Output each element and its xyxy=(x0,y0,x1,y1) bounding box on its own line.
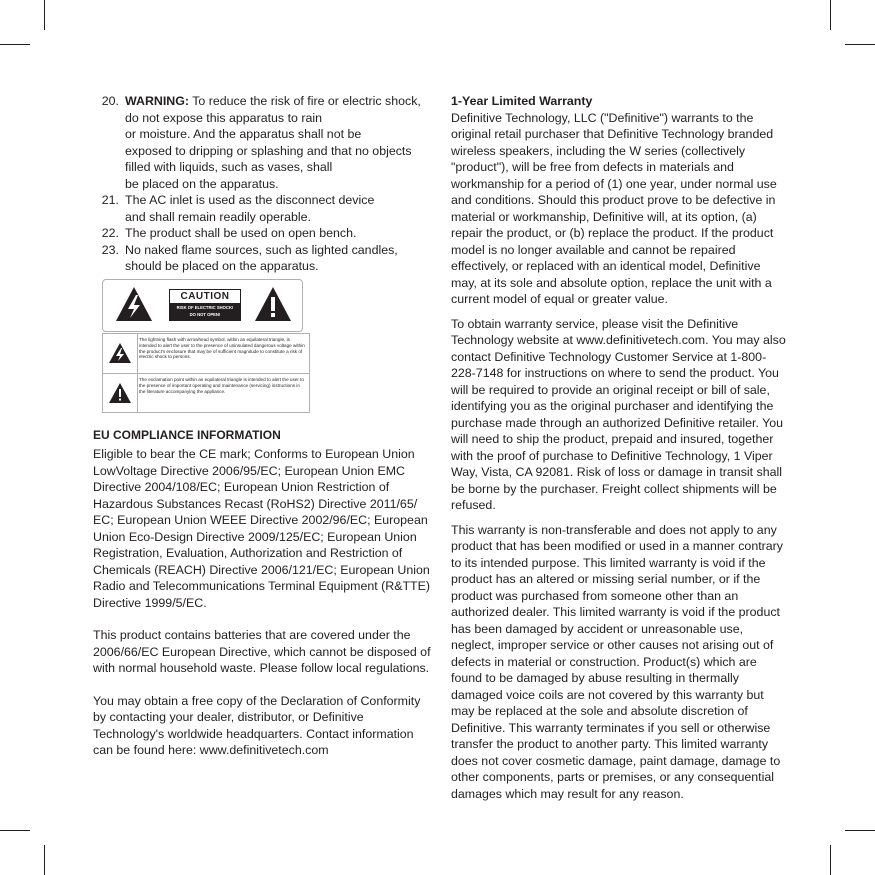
instruction-item xyxy=(93,225,433,242)
caution-title: CAUTION xyxy=(170,290,240,303)
warranty-section xyxy=(451,93,786,810)
caution-label xyxy=(102,279,303,332)
instruction-line: exposed to dripping or splashing and that no objects xyxy=(125,143,412,158)
legend-row-exclamation xyxy=(103,373,309,413)
instruction-line: should be placed on the apparatus. xyxy=(125,259,319,273)
instruction-text xyxy=(125,225,433,242)
batteries-paragraph: This product contains batteries that are covered under the 2006/66/EC European Directive, which cannot be disposed of with normal household waste. Please follow local regulations. xyxy=(93,628,431,675)
caution-subtitle xyxy=(170,303,240,320)
caution-line: DO NOT OPEN! xyxy=(189,312,221,317)
eu-compliance-paragraph: Eligible to bear the CE mark; Conforms to European Union LowVoltage Directive 2006/95/EC; European Union EMC Directive 2004/108/EC; European Union Restriction of Hazardous Substances Recast (RoHS2) Directive 2011/65/ EC; European Union WEEE Directive 2002/96/EC; European Union Eco-Design Directive 2009/125/EC; European Union Registration, Evaluation, Authorization and Restriction of Chemicals (REACH) Directive 2006/121/EC; European Union Radio and Telecommunications Terminal Equipment (R&TTE) Directive 1999/5/EC. xyxy=(93,447,430,610)
instruction-text xyxy=(125,192,433,225)
legend-text-lightning: The lightning flash with arrowhead symbol, within an equilateral triangle, is intended to alert the user to the presence of uninsulated dangerous voltage within the product's enclosure that may be of sufficient magnitude to constitute a risk of electric shock to persons. xyxy=(139,337,305,360)
crop-mark xyxy=(845,44,875,45)
instruction-line: The product shall be used on open bench. xyxy=(125,226,357,240)
crop-mark xyxy=(44,845,45,875)
instruction-item xyxy=(93,192,433,225)
eu-compliance-heading: EU COMPLIANCE INFORMATION xyxy=(93,428,281,442)
crop-mark xyxy=(845,830,875,831)
crop-mark xyxy=(44,0,45,30)
symbol-legend xyxy=(102,333,310,413)
instruction-text xyxy=(125,242,433,275)
instruction-number: 20. xyxy=(101,94,119,108)
declaration-paragraph: You may obtain a free copy of the Declaration of Conformity by contacting your dealer, distributor, or Definitive Technology's worldwide headquarters. Contact information can be found here: www.definitivetech.com xyxy=(93,693,421,757)
instruction-line: and shall remain readily operable. xyxy=(125,209,311,224)
instruction-line: be placed on the apparatus. xyxy=(125,176,279,191)
legend-text-exclamation: The exclamation point within an equilateral triangle is intended to alert the user to the presence of important operating and maintenance (servicing) instructions in the literature accompanying the appliance. xyxy=(139,377,304,394)
instruction-number: 21. xyxy=(101,193,119,207)
warning-label: WARNING: xyxy=(125,94,190,108)
safety-instructions xyxy=(93,93,433,275)
instruction-number: 23. xyxy=(101,242,119,257)
instruction-line: do not expose this apparatus to rain xyxy=(125,110,323,125)
instruction-line: or moisture. And the apparatus shall not be xyxy=(125,127,362,141)
crop-mark xyxy=(0,830,30,831)
crop-mark xyxy=(830,0,831,30)
instruction-line: filled with liquids, such as vases, shall xyxy=(125,160,333,174)
legend-icon-cell xyxy=(103,374,138,413)
instruction-item xyxy=(93,93,433,192)
crop-mark xyxy=(0,44,30,45)
lightning-triangle-icon xyxy=(108,342,132,364)
exclamation-triangle-icon xyxy=(108,382,132,404)
warranty-exclusions-paragraph: This warranty is non-transferable and does not apply to any product that has been modified or used in a manner contrary to its intended purpose. This limited warranty is void if the product has an altered or missing serial number, or if the product was purchased from someone other than an authorized dealer. This limited warranty is void if the product has been damaged by accident or unreasonable use, neglect, improper service or other causes not arising out of defects in material or construction. Product(s) which are found to be damaged by abuse resulting in thermally damaged voice coils are not covered by this warranty but may be replaced at the sole and absolute discretion of Definitive. This warranty terminates if you sell or otherwise transfer the product to another party. This limited warranty does not cover cosmetic damage, paint damage, damage to other components, parts or premises, or any consequential damages which may result for any reason. xyxy=(451,522,783,801)
instruction-number: 22. xyxy=(101,226,119,240)
instruction-line: No naked flame sources, such as lighted candles, xyxy=(125,242,398,257)
legend-icon-cell xyxy=(103,334,138,373)
instruction-line: To reduce the risk of fire or electric shock, xyxy=(192,94,421,108)
crop-mark xyxy=(830,845,831,875)
exclamation-warning-icon xyxy=(254,286,292,322)
legend-row-lightning xyxy=(103,334,309,373)
instruction-list xyxy=(93,93,433,275)
warranty-heading: 1-Year Limited Warranty xyxy=(451,94,593,108)
instruction-line: The AC inlet is used as the disconnect device xyxy=(125,193,375,207)
lightning-warning-icon xyxy=(115,286,153,322)
instruction-text xyxy=(125,93,433,192)
caution-line: RISK OF ELECTRIC SHOCK! xyxy=(176,305,234,310)
instruction-item xyxy=(93,242,433,275)
eu-compliance-section xyxy=(93,427,433,775)
warranty-service-paragraph: To obtain warranty service, please visit the Definitive Technology website at www.definitivetech.com. You may also contact Definitive Technology Customer Service at 1-800-228-7148 for instructions on where to send the product. You will be required to provide an original receipt or bill of sale, identifying you as the original purchaser and identifying the purchase made through an authorized Definitive retailer. You will need to ship the product, prepaid and insured, together with the proof of purchase to Definitive Technology, 1 Viper Way, Vista, CA 92081. Risk of loss or damage in transit shall be borne by the purchaser. Freight collect shipments will be refused. xyxy=(451,316,786,512)
caution-box xyxy=(169,289,241,321)
warranty-paragraph: Definitive Technology, LLC ("Definitive") warrants to the original retail purchaser that Definitive Technology branded wireless speakers, including the W series (collectively "product"), will be free from defects in materials and workmanship for a period of (1) one year, under normal use and conditions. Should this product prove to be defective in material or workmanship, Definitive will, at its option, (a) repair the product, or (b) replace the product. If the product model is no longer available and cannot be repaired effectively, or replaced with an identical model, Definitive may, at its sole and absolute option, replace the unit with a current model of equal or greater value. xyxy=(451,110,777,306)
